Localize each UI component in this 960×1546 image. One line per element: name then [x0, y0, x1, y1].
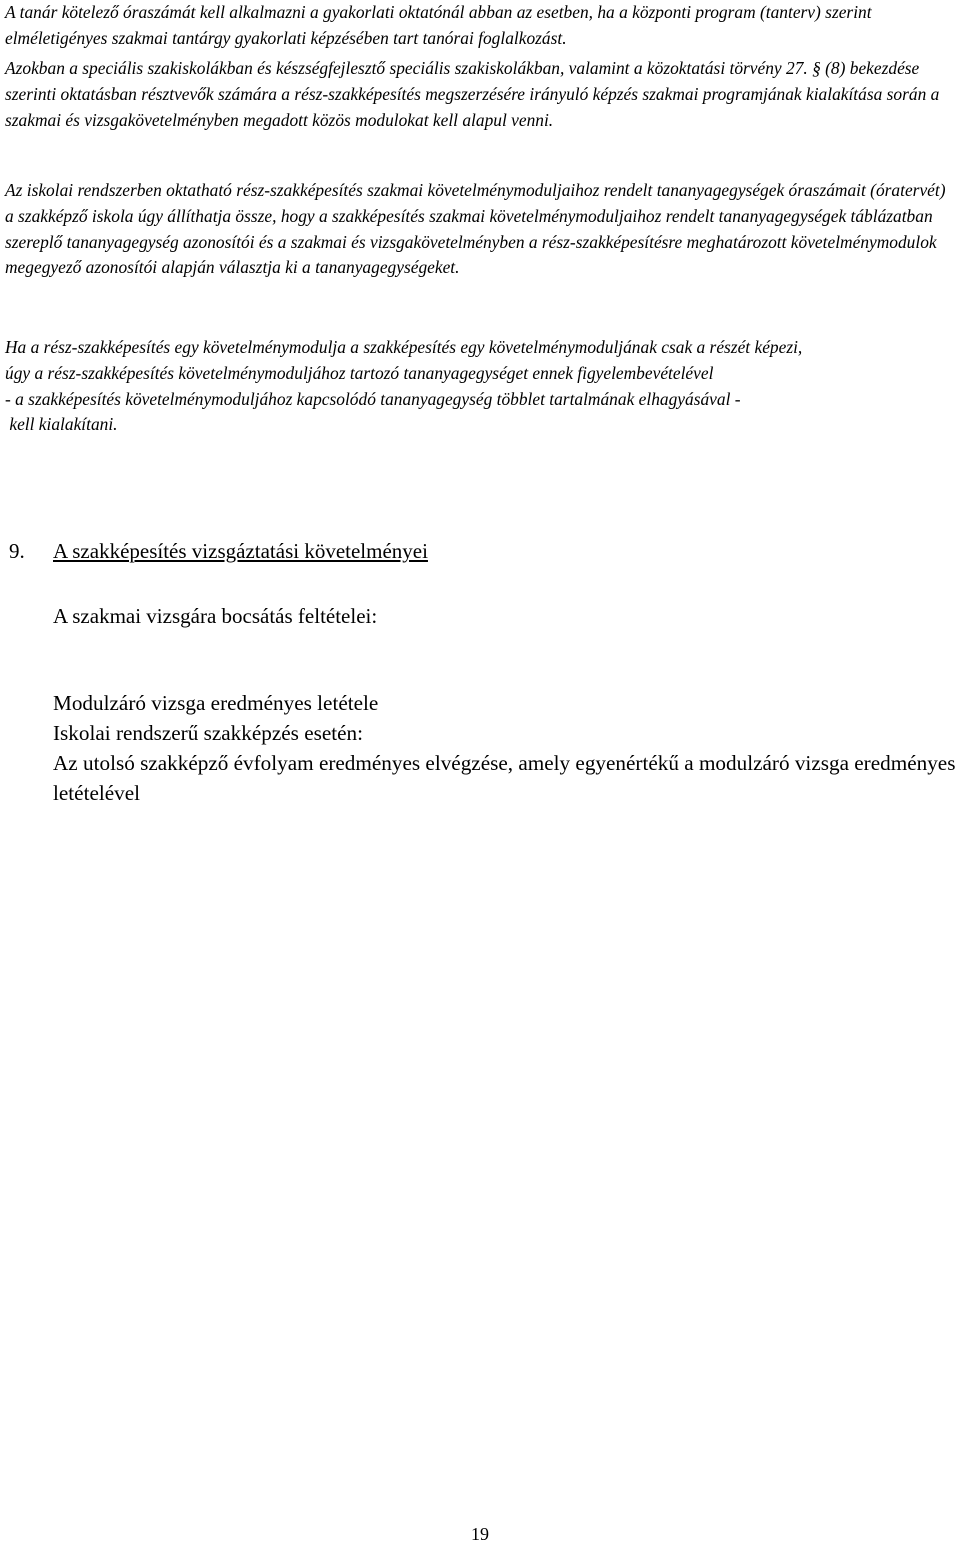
section-heading [9, 538, 428, 564]
condition-line: Modulzáró vizsga eredményes letétele [53, 691, 379, 715]
paragraph-school-system [5, 178, 955, 281]
paragraph-line: - a szakképesítés követelménymoduljához kapcsolódó tananyagegység többlet tartalmának elhagyásával - [5, 388, 741, 409]
section-subtitle: A szakmai vizsgára bocsátás feltételei: [53, 604, 378, 628]
paragraph-line: Ha a rész-szakképesítés egy követelménymodulja a szakképesítés egy követelménymoduljának csak a részét képezi, [5, 337, 803, 357]
page-number: 19 [471, 1524, 489, 1544]
paragraph-line: úgy a rész-szakképesítés követelménymoduljához tartozó tananyagegységet ennek figyelembevételével [5, 362, 714, 383]
paragraph-text: A tanár kötelező óraszámát kell alkalmazni a gyakorlati oktatónál abban az esetben, ha a központi program (tanterv) szerint elméletigényes szakmai tantárgy gyakorlati képzésében tart tanórai foglalkozást. [5, 2, 872, 48]
paragraph-special-schools [5, 56, 955, 133]
paragraph-teacher-hours [5, 0, 955, 52]
paragraph-line: kell kialakítani. [5, 414, 118, 435]
section-number: 9. [9, 539, 25, 563]
paragraph-partial-module [5, 335, 955, 438]
paragraph-text: Az iskolai rendszerben oktatható rész-szakképesítés szakmai követelménymoduljaihoz rendelt tananyagegységek óraszámait (óratervét) a szakképző iskola úgy állíthatja össze, hogy a szakképesítés szakmai követelménymoduljaihoz rendelt tananyagegységek táblázatban szereplő tananyagegység azonosítói és a szakmai és vizsgakövetelményben a rész-szakképesítésre meghatározott követelménymodulok megegyező azonosítói alapján választja ki a tananyagegységeket. [5, 180, 946, 278]
conditions-block [53, 688, 958, 808]
condition-line: Az utolsó szakképző évfolyam eredményes elvégzése, amely egyenértékű a modulzáró vizsga eredményes letételével [53, 751, 956, 805]
section-title: A szakképesítés vizsgáztatási követelményei [53, 539, 428, 563]
paragraph-text: Azokban a speciális szakiskolákban és készségfejlesztő speciális szakiskolákban, valamint a közoktatási törvény 27. § (8) bekezdése szerinti oktatásban résztvevők számára a rész-szakképesítés megszerzésére irányuló képzés szakmai programjának kialakítása során a szakmai és vizsgakövetelményben megadott közös modulokat kell alapul venni. [5, 58, 940, 130]
condition-line: Iskolai rendszerű szakképzés esetén: [53, 721, 364, 745]
